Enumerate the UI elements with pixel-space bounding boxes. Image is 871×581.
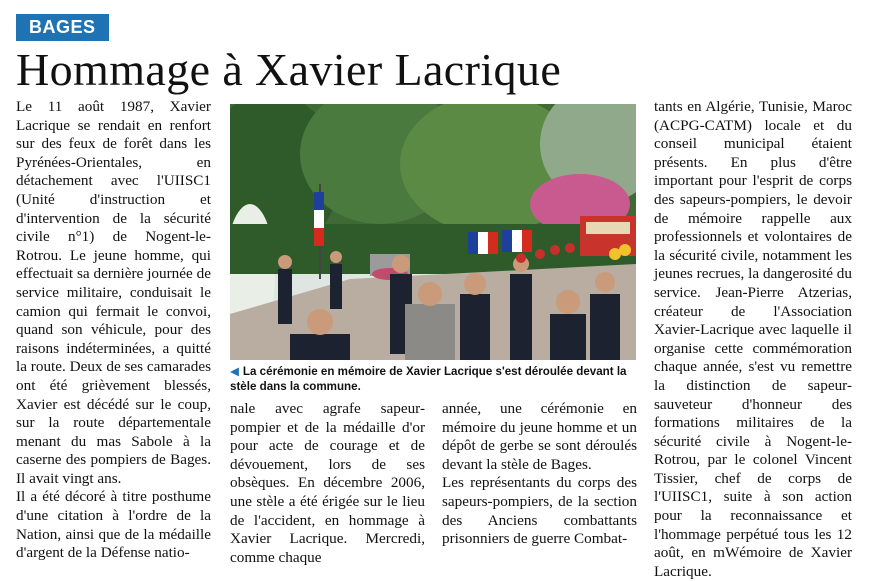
article-paragraph: Le 11 août 1987, Xavier Lacrique se rendait en renfort sur des feux de forêt dans les Pyrénées-Orientales, en détachement avec l'UIISC1 (Unité d'instruction et d'intervention de la sécurité civile n°1) de Nogent-le-Rotrou. Le jeune homme, qui effectuait sa dernière journée de service militaire, conduisait le camion qui fermait le convoi, quand son véhicule, pour des raisons indéterminées, a quitté la route. Deux de ses camarades ont été grièvement blessés, Xavier est décédé sur le coup, sur la route départementale menant du mas Sabole à la caserne des pompiers de Bages. Il avait vingt ans. [16,98,211,487]
ceremony-photo [230,104,636,360]
section-tag: BAGES [16,14,109,41]
article-column-1 [16,98,211,563]
caption-marker-icon: ◀ [230,365,239,378]
article-paragraph: nale avec agrafe sapeur-pompier et de la médaille d'or pour acte de courage et de dévouement, lors de ses obsèques. En décembre 2006, une stèle a été érigée sur le lieu de l'accident, en hommage à Xavier Lacrique. Mercredi, comme chaque [230,400,425,566]
article-paragraph: tants en Algérie, Tunisie, Maroc (ACPG-CATM) locale et du conseil municipal étaient présents. En plus d'être important pour l'esprit de corps des sapeurs-pompiers, le devoir de mémoire rappelle aux professionnels et volontaires de la sécurité civile, notamment les jeunes recrues, la dangerosité du service. Jean-Pierre Atzerias, créateur de l'Association Xavier-Lacrique avec laquelle il organise cette commémoration chaque année, s'est vu remettre la distinction de sapeur-sauveteur d'honneur des formations militaires de la sécurité civile à Nogent-le-Rotrou, par le colonel Vincent Tissier, chef de corps de l'UIISC1, suite à son action pour la reconnaissance et l'hommage perpétué tous les 12 août, en mWémoire de Xavier Lacrique. [654,98,852,580]
article-paragraph: Il a été décoré à titre posthume d'une citation à l'ordre de la Nation, ainsi que de la médaille d'argent de la Défense natio- [16,488,211,562]
photo-caption-text: La cérémonie en mémoire de Xavier Lacrique s'est déroulée devant la stèle dans la commune. [230,365,627,393]
page-title: Hommage à Xavier Lacrique [16,44,562,95]
ceremony-photo-illustration [230,104,636,360]
photo-caption [230,364,638,394]
article-column-4 [654,98,852,581]
article-column-3 [442,400,637,549]
article-paragraph: année, une cérémonie en mémoire du jeune homme et un dépôt de gerbe se sont déroulés devant la stèle de Bages. [442,400,637,473]
article-paragraph: Les représentants du corps des sapeurs-pompiers, de la section des Anciens combattants prisonniers de guerre Combat- [442,474,637,548]
article-column-2 [230,400,425,567]
